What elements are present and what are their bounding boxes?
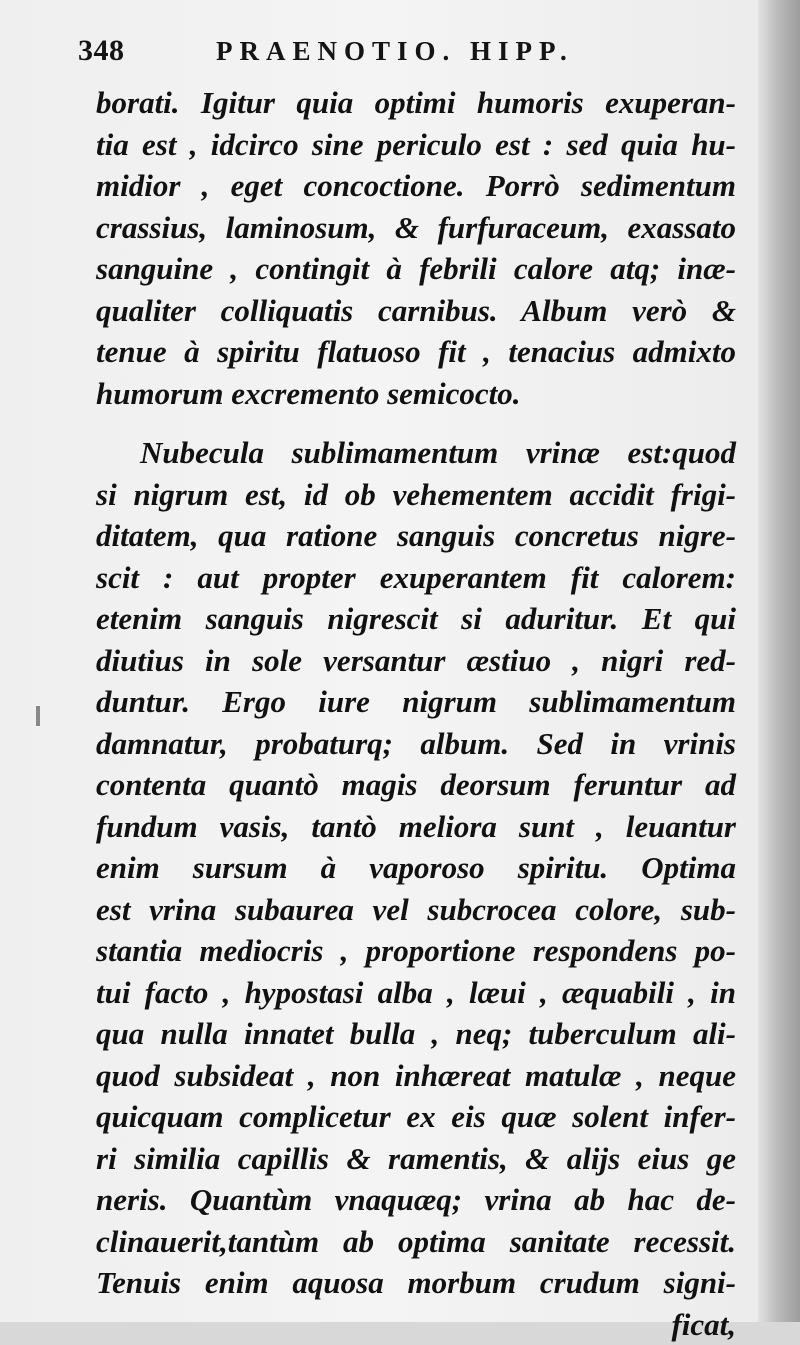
text-line: diutius in sole versantur æstiuo , nigri red- — [96, 640, 736, 682]
text-line: ri similia capillis & ramentis, & alijs eius ge — [96, 1138, 736, 1180]
text-line: damnatur, probaturq; album. Sed in vrinis — [96, 723, 736, 765]
text-line: ficat, — [96, 1304, 736, 1345]
body-text — [96, 82, 736, 1345]
text-line: borati. Igitur quia optimi humoris exuperan- — [96, 82, 736, 124]
text-line: si nigrum est, id ob vehementem accidit frigi- — [96, 474, 736, 516]
text-line: etenim sanguis nigrescit si aduritur. Et qui — [96, 598, 736, 640]
text-line: contenta quantò magis deorsum feruntur ad — [96, 764, 736, 806]
text-line: crassius, laminosum, & furfuraceum, exassato — [96, 207, 736, 249]
text-line: fundum vasis, tantò meliora sunt , leuantur — [96, 806, 736, 848]
margin-mark — [36, 706, 40, 726]
page-number: 348 — [78, 34, 125, 68]
paragraph-gap — [96, 414, 736, 432]
text-line: est vrina subaurea vel subcrocea colore, sub- — [96, 889, 736, 931]
page-edge-shadow — [758, 0, 800, 1322]
text-line: stantia mediocris , proportione respondens po- — [96, 930, 736, 972]
text-line: quod subsideat , non inhæreat matulæ , neque — [96, 1055, 736, 1097]
text-line: enim sursum à vaporoso spiritu. Optima — [96, 847, 736, 889]
text-line: midior , eget concoctione. Porrò sedimentum — [96, 165, 736, 207]
page-header — [78, 34, 738, 84]
text-line: duntur. Ergo iure nigrum sublimamentum — [96, 681, 736, 723]
text-line: scit : aut propter exuperantem fit calorem: — [96, 557, 736, 599]
running-title: PRAENOTIO. HIPP. — [216, 36, 574, 67]
text-line: tui facto , hypostasi alba , læui , æquabili , in — [96, 972, 736, 1014]
text-line: Tenuis enim aquosa morbum crudum signi- — [96, 1262, 736, 1304]
text-line: sanguine , contingit à febrili calore atq; inæ- — [96, 248, 736, 290]
text-line: neris. Quantùm vnaquæq; vrina ab hac de- — [96, 1179, 736, 1221]
text-line: quicquam complicetur ex eis quæ solent infer- — [96, 1096, 736, 1138]
text-line: tenue à spiritu flatuoso fit , tenacius admixto — [96, 331, 736, 373]
text-line: tia est , idcirco sine periculo est : sed quia hu- — [96, 124, 736, 166]
text-line: Nubecula sublimamentum vrinæ est:quod — [96, 432, 736, 474]
text-line: qua nulla innatet bulla , neq; tuberculum ali- — [96, 1013, 736, 1055]
text-line: humorum excremento semicocto. — [96, 373, 736, 415]
text-line: ditatem, qua ratione sanguis concretus nigre- — [96, 515, 736, 557]
text-line: clinauerit,tantùm ab optima sanitate recessit. — [96, 1221, 736, 1263]
text-line: qualiter colliquatis carnibus. Album verò & — [96, 290, 736, 332]
